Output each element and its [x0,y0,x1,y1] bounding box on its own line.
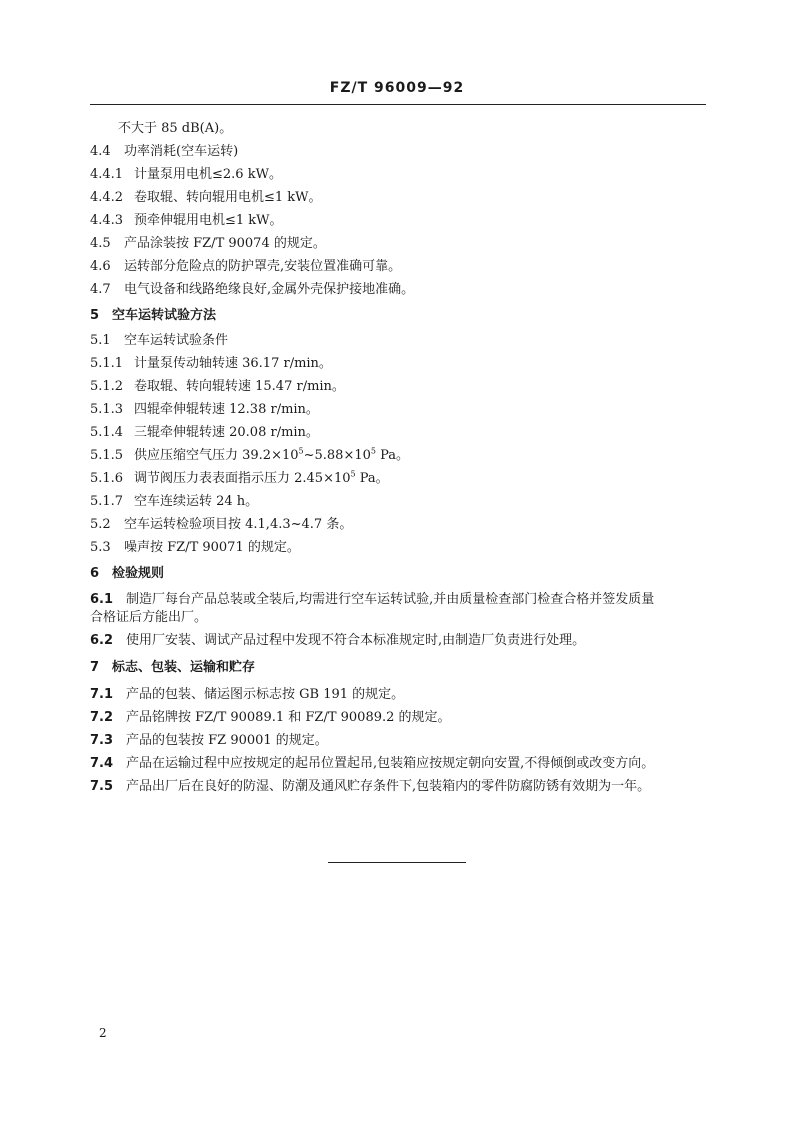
section-number: 5 [90,308,100,323]
clause-text: 产品的包装、储运图示标志按 GB 191 的规定。 [126,687,405,702]
clause-6-1-continued: 合格证后方能出厂。 [90,610,208,625]
clause-text-part: 调节阀压力表表面指示压力 2.45×10 [134,471,351,486]
section-7-heading [90,659,710,677]
header-rule [90,104,706,105]
clause-text: 空车连续运转 24 h。 [134,494,259,509]
clause-text: 卷取辊、转向辊用电机≤1 kW。 [134,190,322,205]
clause-text: 制造厂每台产品总装或全装后,均需进行空车运转试验,并由质量检查部门检查合格并签发质量 [126,592,655,607]
clause-number: 5.1.7 [90,494,124,509]
clause-5-1-7 [90,493,710,511]
clause-4-5 [90,235,710,253]
clause-text-part: 供应压缩空气压力 39.2×10 [134,448,299,463]
clause-text: 预牵伸辊用电机≤1 kW。 [134,213,283,228]
section-title: 标志、包装、运输和贮存 [112,660,256,675]
clause-4-6 [90,258,710,276]
clause-text: 三辊牵伸辊转速 20.08 r/min。 [134,425,319,440]
clause-5-2 [90,516,710,534]
exponent: 5 [350,469,356,479]
section-6-heading [90,565,710,583]
clause-number: 4.6 [90,259,111,274]
clause-number: 4.7 [90,282,111,297]
clause-number: 5.1.3 [90,402,124,417]
clause-text: 产品铭牌按 FZ/T 90089.1 和 FZ/T 90089.2 的规定。 [126,710,451,725]
clause-number: 5.1.6 [90,471,124,486]
clause-7-4 [90,755,710,773]
clause-5-3 [90,539,710,557]
clause-number: 7.5 [90,779,114,794]
section-number: 6 [90,566,100,581]
clause-5-1-1 [90,355,710,373]
clause-text: 产品的包装按 FZ 90001 的规定。 [126,733,328,748]
clause-number: 4.4.3 [90,213,124,228]
clause-4-4-2 [90,189,710,207]
clause-number: 4.5 [90,236,111,251]
clause-text: 空车运转检验项目按 4.1,4.3~4.7 条。 [124,517,353,532]
clause-text: 功率消耗(空车运转) [124,144,239,159]
clause-number: 5.1.4 [90,425,124,440]
exponent: 5 [370,446,376,456]
clause-7-1 [90,686,710,704]
clause-6-1 [90,591,710,609]
clause-number: 6.2 [90,633,114,648]
clause-number: 7.3 [90,733,114,748]
section-number: 7 [90,660,100,675]
clause-text-part: Pa。 [375,448,410,463]
clause-number: 5.1.1 [90,356,124,371]
clause-5-1-2 [90,378,710,396]
clause-6-2 [90,632,710,650]
page-number: 2 [99,1026,107,1040]
clause-text: 使用厂安装、调试产品过程中发现不符合本标准规定时,由制造厂负责进行处理。 [126,633,586,648]
clause-text-part: Pa。 [355,471,389,486]
clause-7-3 [90,732,710,750]
clause-text: 计量泵传动轴转速 36.17 r/min。 [134,356,332,371]
clause-number: 4.4.2 [90,190,124,205]
clause-text: 产品在运输过程中应按规定的起吊位置起吊,包装箱应按规定朝向安置,不得倾倒或改变方向。 [126,756,655,771]
clause-4-4-3 [90,212,710,230]
clause-text: 电气设备和线路绝缘良好,金属外壳保护接地准确。 [124,282,415,297]
clause-text-part: ~5.88×10 [303,448,371,463]
clause-text: 四辊牵伸辊转速 12.38 r/min。 [134,402,319,417]
clause-number: 7.2 [90,710,114,725]
clause-number: 5.3 [90,540,111,555]
clause-7-2 [90,709,710,727]
clause-number: 5.1 [90,333,111,348]
clause-4-4-1 [90,166,710,184]
continued-text: 不大于 85 dB(A)。 [118,121,233,136]
clause-number: 5.1.5 [90,448,124,463]
section-title: 空车运转试验方法 [112,308,217,323]
end-of-standard-rule [328,862,466,863]
page-header-code: FZ/T 96009—92 [329,80,465,96]
clause-4-4 [90,143,710,161]
section-title: 检验规则 [112,566,165,581]
clause-number: 6.1 [90,592,114,607]
clause-4-7 [90,281,710,299]
clause-text: 空车运转试验条件 [124,333,229,348]
clause-5-1-5 [90,447,710,465]
clause-number: 7.4 [90,756,114,771]
clause-5-1-3 [90,401,710,419]
clause-text: 产品出厂后在良好的防湿、防潮及通风贮存条件下,包装箱内的零件防腐防锈有效期为一年。 [126,779,651,794]
clause-5-1-6 [90,470,710,488]
clause-7-5 [90,778,710,796]
section-5-heading [90,307,710,325]
clause-number: 4.4 [90,144,111,159]
clause-5-1-4 [90,424,710,442]
clause-number: 4.4.1 [90,167,124,182]
clause-number: 7.1 [90,687,114,702]
exponent: 5 [298,446,304,456]
clause-text: 卷取辊、转向辊转速 15.47 r/min。 [134,379,345,394]
clause-text: 噪声按 FZ/T 90071 的规定。 [124,540,300,555]
clause-number: 5.1.2 [90,379,124,394]
clause-text: 计量泵用电机≤2.6 kW。 [134,167,282,182]
clause-number: 5.2 [90,517,111,532]
clause-5-1 [90,332,710,350]
clause-text: 运转部分危险点的防护罩壳,安装位置准确可靠。 [124,259,402,274]
clause-text: 产品涂装按 FZ/T 90074 的规定。 [124,236,326,251]
